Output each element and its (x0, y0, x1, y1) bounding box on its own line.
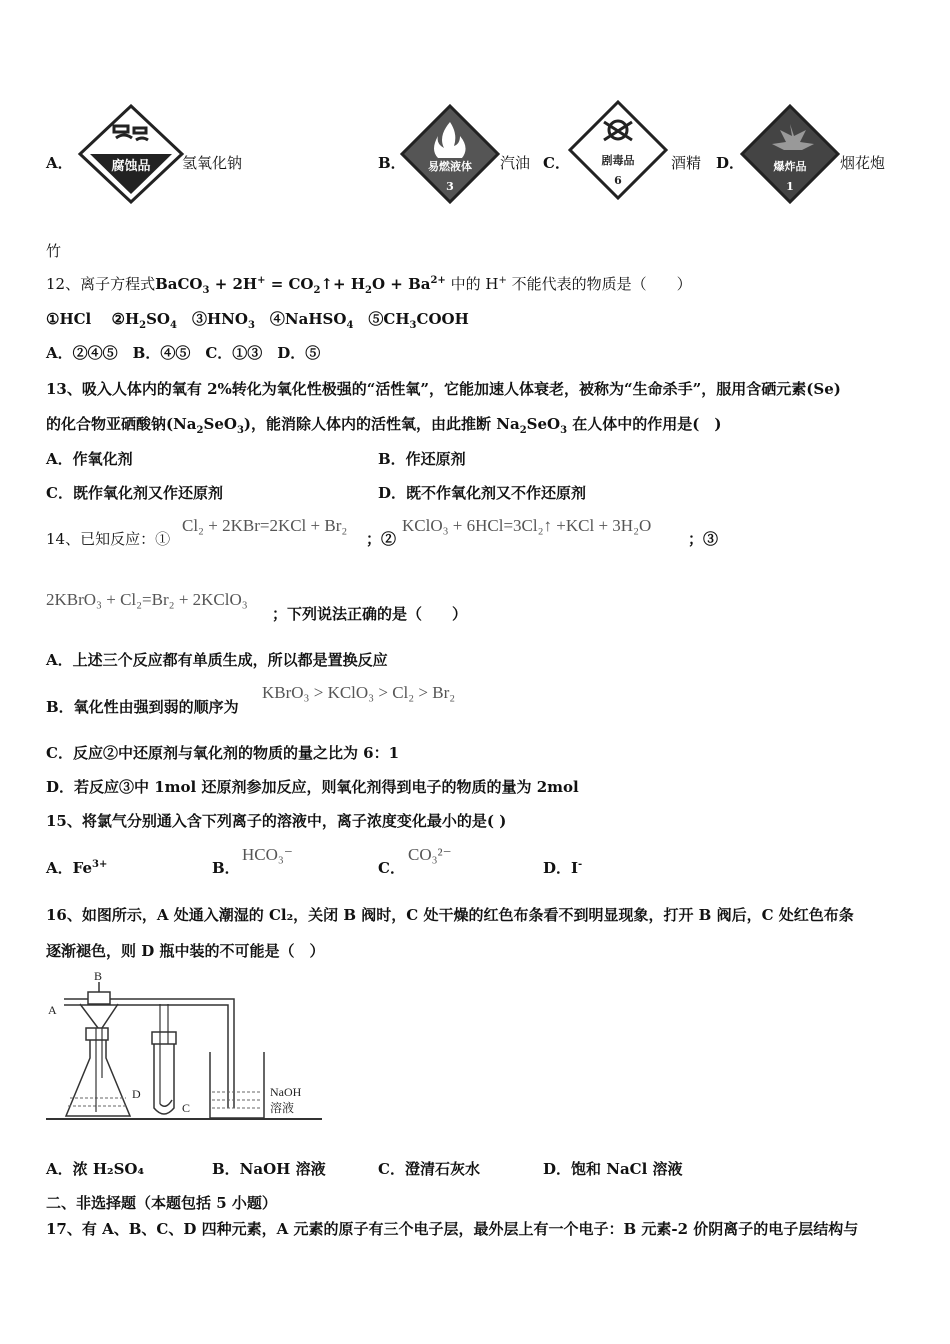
q16-option-d: D．饱和 NaCl 溶液 (543, 1160, 683, 1178)
apparatus-diagram (44, 968, 324, 1124)
explosive-sign-label: 爆炸品 (773, 160, 807, 173)
corrosive-sign-label: 腐蚀品 (111, 159, 151, 174)
q14-reaction-1: Cl₂ + 2KBr=2KCl + Br₂ (182, 516, 348, 535)
q14-prefix: 14、已知反应：① (46, 530, 171, 548)
label-solution: 溶液 (270, 1101, 295, 1115)
q14-option-a: A．上述三个反应都有单质生成，所以都是置换反应 (46, 651, 388, 669)
q14-option-b-formula: KBrO₃ > KClO₃ > Cl₂ > Br₂ (262, 683, 456, 702)
q13-option-d: D．既不作氧化剂又不作还原剂 (378, 484, 587, 502)
label-c: C (182, 1101, 191, 1115)
label-d: D (132, 1087, 141, 1101)
flask-d-icon (66, 1040, 130, 1116)
q14-sep-2: ；② (366, 530, 397, 548)
q13-option-a: A．作氧化剂 (46, 450, 133, 468)
explosive-sign-icon (740, 104, 840, 204)
q17-stem: 17、有 A、B、C、D 四种元素，A 元素的原子有三个电子层，最外层上有一个电子：B 元素-2 价阴离子的电子层结构与 (46, 1220, 859, 1238)
q16-option-c: C．澄清石灰水 (378, 1160, 480, 1178)
corrosive-sign-icon (76, 104, 186, 204)
q16-stem-line1: 16、如图所示，A 处通入潮湿的 Cl₂，关闭 B 阀时，C 处干燥的红色布条看不到明显现象，打开 B 阀后，C 处红色布条 (46, 906, 854, 924)
q13-option-b: B．作还原剂 (378, 450, 466, 468)
toxic-sign-icon (568, 100, 668, 200)
q15-option-c: C． (378, 859, 405, 877)
q14-sep-3: ；③ (688, 530, 719, 548)
toxic-sign-label: 剧毒品 (601, 154, 635, 167)
q14-tail: ；下列说法正确的是（ ） (272, 605, 468, 623)
q13-option-c: C．既作氧化剂又作还原剂 (46, 484, 223, 502)
q11-option-c-text: 酒精 (671, 154, 702, 172)
q14-reaction-2: KClO₃ + 6HCl=3Cl₂↑ +KCl + 3H₂O (402, 516, 652, 535)
q15-option-b-formula: HCO₃⁻ (242, 845, 293, 864)
q14-reaction-3: 2KBrO₃ + Cl₂=Br₂ + 2KClO₃ (46, 590, 248, 609)
q12-stem: 12、离子方程式BaCO$_3$ + $2H^+ = CO_2↑+ H_2O + Ba^{2+}$ 中的 H+ 不能代表的物质是（ ） (46, 275, 692, 296)
label-naoh: NaOH (270, 1085, 302, 1099)
q11-wrap-text: 竹 (46, 242, 62, 260)
q12-options: ①HCl $②H_2SO_4$ $③HNO_3$ ④NaHSO$_4$ $⑤CH_3COOH$ (46, 310, 469, 331)
q11-option-c-letter: C． (543, 154, 570, 172)
q15-option-b: B． (212, 859, 240, 877)
q15-option-d: D．I- (543, 859, 583, 877)
test-tube-c-icon (154, 1044, 174, 1114)
q15-option-a: A．$Fe^{3+}$ (46, 859, 108, 877)
q11-option-a-text: 氢氧化钠 (182, 154, 243, 172)
q16-option-a: A．浓 H₂SO₄ (46, 1160, 145, 1178)
q16-stem-line2: 逐渐褪色，则 D 瓶中装的不可能是（ ） (46, 942, 325, 960)
q13-stem-line2: 的化合物亚硒酸钠$(Na_2SeO_3)$，能消除人体内的活性氧，由此推断 $Na_2SeO_3$ 在人体中的作用是( ) (46, 415, 722, 436)
q14-option-c: C．反应②中还原剂与氧化剂的物质的量之比为 6：1 (46, 744, 400, 762)
q14-option-d: D．若反应③中 1mol 还原剂参加反应，则氧化剂得到电子的物质的量为 2mol (46, 778, 579, 796)
q11-option-a-letter: A． (46, 154, 73, 172)
q16-option-b: B．NaOH 溶液 (212, 1160, 326, 1178)
flammable-sign-label: 易燃液体 (428, 160, 472, 173)
q12-answers: A．②④⑤ B．④⑤ C．①③ D．⑤ (46, 344, 321, 362)
label-a: A (48, 1003, 57, 1017)
explosive-sign-number: 1 (786, 180, 794, 193)
flammable-sign-number: 3 (446, 180, 454, 193)
q15-option-c-formula: CO₃²⁻ (408, 845, 452, 864)
section-2-heading: 二、非选择题（本题包括 5 小题） (46, 1194, 277, 1212)
q11-option-b-letter: B． (378, 154, 406, 172)
q13-stem-line1: 13、吸入人体内的氧有 2%转化为氧化性极强的“活性氧”，它能加速人体衰老，被称为“生命杀手”，服用含硒元素(Se) (46, 380, 841, 398)
q14-option-b: B．氧化性由强到弱的顺序为 (46, 698, 239, 716)
q11-option-d-letter: D． (716, 154, 745, 172)
label-b: B (94, 969, 103, 983)
toxic-sign-number: 6 (614, 174, 622, 187)
valve-b-icon (88, 992, 110, 1004)
q11-option-b-text: 汽油 (500, 154, 531, 172)
flammable-liquid-sign-icon (398, 104, 502, 204)
q11-option-d-text: 烟花炮 (840, 154, 886, 172)
q15-stem: 15、将氯气分别通入含下列离子的溶液中，离子浓度变化最小的是( ) (46, 812, 507, 830)
